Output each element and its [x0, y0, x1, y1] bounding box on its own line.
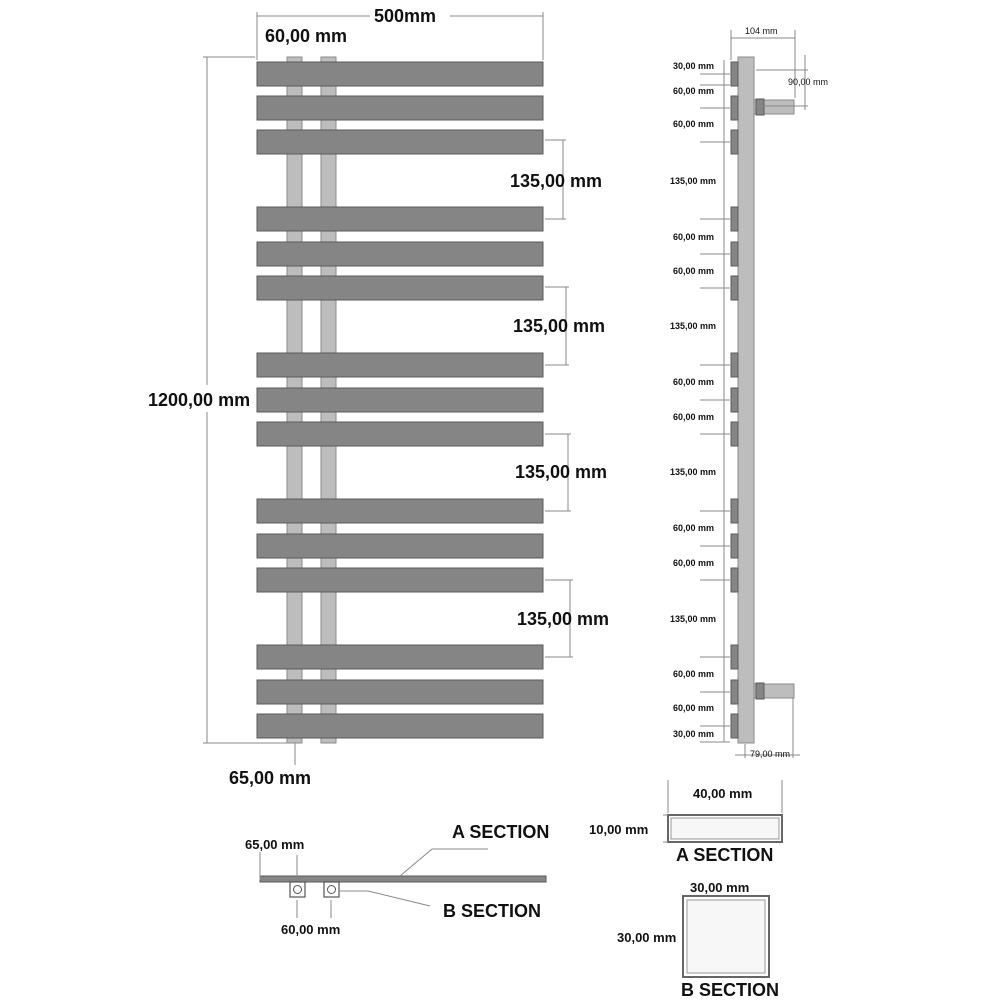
- front-bar: [257, 422, 543, 446]
- section-b-view: [683, 896, 769, 977]
- side-bar-stub: [731, 96, 738, 120]
- top-view-spacing-label: 60,00 mm: [281, 922, 341, 937]
- side-bar-stub: [731, 680, 738, 704]
- top-view-pipe-right: [328, 886, 336, 894]
- side-bar-stub: [731, 499, 738, 523]
- side-view: [700, 30, 808, 758]
- front-view: [203, 12, 573, 765]
- side-spacing-label: 60,00 mm: [673, 703, 715, 713]
- section-a-height-label: 10,00 mm: [589, 822, 649, 837]
- front-bar: [257, 242, 543, 266]
- side-bottom-label: 79,00 mm: [750, 749, 791, 759]
- section-b-width-label: 30,00 mm: [690, 880, 750, 895]
- side-spacing-label: 30,00 mm: [673, 61, 715, 71]
- front-bar: [257, 276, 543, 300]
- side-bar-stub: [731, 207, 738, 231]
- side-bar-stub: [731, 276, 738, 300]
- side-spacing-label: 60,00 mm: [673, 558, 715, 568]
- section-a-inner: [671, 818, 779, 839]
- top-view-offset-label: 65,00 mm: [245, 837, 305, 852]
- front-gap-label: 135,00 mm: [513, 316, 606, 336]
- side-spacing-label: 135,00 mm: [670, 176, 717, 186]
- front-bottom-label: 65,00 mm: [229, 768, 312, 788]
- front-bar: [257, 388, 543, 412]
- side-upright: [738, 57, 754, 743]
- front-width-label: 500mm: [374, 6, 437, 26]
- side-spacing-label: 30,00 mm: [673, 729, 715, 739]
- front-bar: [257, 62, 543, 86]
- front-bar: [257, 207, 543, 231]
- side-spacing-label: 60,00 mm: [673, 119, 715, 129]
- side-spacing-label: 135,00 mm: [670, 321, 717, 331]
- top-view-a-section-label: A SECTION: [452, 822, 550, 842]
- front-bar: [257, 680, 543, 704]
- section-a-title: A SECTION: [676, 845, 774, 865]
- side-bar-stub: [731, 645, 738, 669]
- top-view-pipe-left: [294, 886, 302, 894]
- top-view-bar: [260, 876, 546, 882]
- side-bar-stub: [731, 62, 738, 86]
- front-gap-label: 135,00 mm: [510, 171, 603, 191]
- side-pipe-bottom-cap: [756, 683, 764, 699]
- front-gap-label: 135,00 mm: [515, 462, 608, 482]
- side-spacing-label: 60,00 mm: [673, 669, 715, 679]
- side-spacing-label: 60,00 mm: [673, 266, 715, 276]
- side-bar-stub: [731, 353, 738, 377]
- side-bar-stub: [731, 568, 738, 592]
- side-spacing-label: 60,00 mm: [673, 232, 715, 242]
- side-bar-stub: [731, 422, 738, 446]
- side-bar-stub: [731, 388, 738, 412]
- side-spacing-label: 135,00 mm: [670, 614, 717, 624]
- section-a-width-label: 40,00 mm: [693, 786, 753, 801]
- side-spacing-label: 60,00 mm: [673, 377, 715, 387]
- front-gap-label: 135,00 mm: [517, 609, 610, 629]
- side-bar-stub: [731, 130, 738, 154]
- front-bar-height-label: 60,00 mm: [265, 26, 348, 46]
- front-bar: [257, 353, 543, 377]
- side-spacing-label: 135,00 mm: [670, 467, 717, 477]
- side-pipe-top-cap: [756, 99, 764, 115]
- side-bar-stubs: [731, 62, 738, 738]
- section-b-inner: [687, 900, 765, 973]
- side-spacing-label: 60,00 mm: [673, 86, 715, 96]
- front-bar: [257, 568, 543, 592]
- front-bar: [257, 534, 543, 558]
- front-bar: [257, 645, 543, 669]
- side-bar-stub: [731, 534, 738, 558]
- side-bar-stub: [731, 242, 738, 266]
- side-spacing-label: 60,00 mm: [673, 412, 715, 422]
- front-bar: [257, 130, 543, 154]
- front-bar: [257, 499, 543, 523]
- front-bar: [257, 96, 543, 120]
- top-view-b-section-label: B SECTION: [443, 901, 542, 921]
- side-spacing-label: 60,00 mm: [673, 523, 715, 533]
- front-height-label: 1200,00 mm: [148, 390, 251, 410]
- section-b-height-label: 30,00 mm: [617, 930, 677, 945]
- side-pipe-label: 90,00 mm: [788, 77, 829, 87]
- front-bar: [257, 714, 543, 738]
- side-bar-stub: [731, 714, 738, 738]
- side-depth-label: 104 mm: [745, 26, 778, 36]
- section-b-title: B SECTION: [681, 980, 780, 1000]
